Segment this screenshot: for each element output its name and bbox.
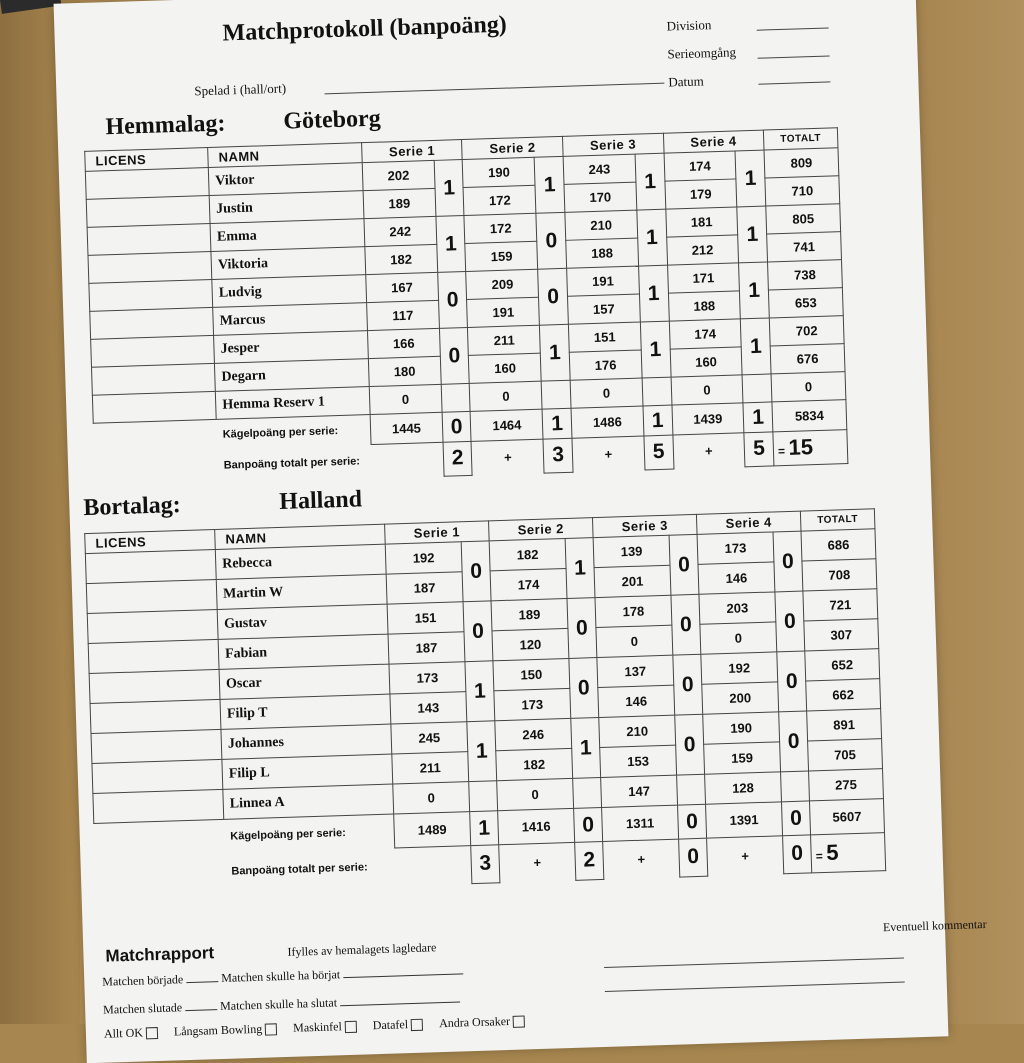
ban-series-point: 3 (471, 845, 500, 883)
plus-sign: + (704, 443, 713, 459)
series-score: 243 (563, 154, 636, 184)
series-score: 181 (665, 207, 738, 237)
licens-cell[interactable] (93, 789, 224, 823)
player-name: Hemma Reserv 1 (215, 387, 370, 420)
licens-cell[interactable] (92, 391, 216, 423)
match-started-label: Matchen började (102, 972, 184, 989)
division-field[interactable] (757, 27, 829, 30)
series-score: 171 (667, 263, 740, 293)
pair-point: 1 (565, 538, 595, 599)
blank-cell (93, 419, 217, 453)
away-team-name: Halland (278, 486, 363, 515)
licens-cell[interactable] (85, 168, 209, 200)
series-score: 167 (366, 272, 439, 302)
pair-point: 1 (640, 321, 670, 378)
empty-point-cell (441, 383, 471, 412)
issue-check-label: Andra Orsaker (438, 1013, 511, 1031)
pair-point: 1 (540, 324, 570, 381)
plus-sign: + (741, 848, 750, 864)
issue-check-item (439, 1013, 525, 1030)
player-total: 710 (765, 176, 840, 206)
player-name: Emma (210, 219, 365, 252)
kagel-grand-total: 5834 (772, 400, 847, 432)
page-title: Matchprotokoll (banpoäng) (222, 11, 508, 47)
kagel-series-point: 1 (743, 402, 773, 433)
series-score: 192 (385, 542, 462, 574)
series-score: 137 (597, 655, 674, 687)
comment-line-1[interactable] (604, 958, 904, 968)
player-name: Viktoria (211, 247, 366, 280)
player-total: 809 (764, 148, 839, 178)
match-ended-field[interactable] (185, 1009, 217, 1011)
series-score: 143 (390, 692, 467, 724)
plus-sign: + (533, 854, 542, 871)
issue-check-label: Maskinfel (292, 1019, 343, 1035)
match-should-start-label: Matchen skulle ha börjat (220, 967, 341, 986)
series-score: 242 (364, 216, 437, 246)
player-name: Martin W (216, 574, 387, 609)
licens-cell[interactable] (89, 279, 213, 311)
licens-cell[interactable] (91, 729, 222, 763)
kagel-series-total: 1391 (706, 802, 783, 838)
venue-label: Spelad i (hall/ort) (194, 80, 287, 99)
ban-grand-total: 5 (825, 839, 839, 866)
kagel-series-total: 1445 (370, 412, 443, 444)
pair-point: 0 (669, 534, 699, 595)
series-score: 212 (666, 235, 739, 265)
match-report-title: Matchrapport (105, 943, 215, 966)
pair-point: 0 (463, 601, 493, 662)
licens-cell[interactable] (88, 251, 212, 283)
issue-checkbox[interactable] (265, 1024, 277, 1036)
kagel-series-total: 1464 (471, 409, 544, 441)
licens-cell[interactable] (87, 223, 211, 255)
player-total: 721 (803, 589, 878, 621)
kagel-series-total: 1311 (602, 805, 679, 841)
pair-point: 0 (779, 711, 809, 772)
empty-point-cell (642, 377, 672, 406)
player-total: 652 (805, 649, 880, 681)
ban-series-point: 0 (679, 838, 708, 876)
player-total: 702 (769, 316, 844, 346)
home-team-name: Göteborg (282, 105, 382, 135)
series-score: 0 (497, 778, 574, 810)
licens-cell[interactable] (92, 759, 223, 793)
ban-series-point: 3 (543, 438, 573, 472)
pair-point: 1 (436, 215, 466, 272)
col-serie-4: Serie 4 (696, 511, 801, 534)
player-total: 891 (807, 709, 882, 741)
licens-cell[interactable] (92, 363, 216, 395)
series-score: 209 (466, 269, 539, 299)
pair-point: 1 (741, 318, 771, 375)
player-name: Fabian (218, 634, 389, 669)
player-total: 0 (771, 372, 846, 402)
kagel-series-point: 1 (643, 405, 673, 436)
kagel-series-total: 1489 (394, 812, 471, 848)
player-total: 738 (768, 260, 843, 290)
kagel-label: Kägelpoäng per serie: (222, 424, 339, 441)
series-score: 166 (367, 328, 440, 358)
kagel-label: Kägelpoäng per serie: (230, 826, 346, 843)
col-totalt: TOTALT (800, 509, 875, 531)
ban-grand-total-cell (773, 430, 848, 466)
series-score: 190 (463, 157, 536, 187)
series-score: 151 (387, 602, 464, 634)
series-score: 160 (670, 347, 743, 377)
pair-point: 0 (439, 327, 469, 384)
pair-point: 0 (773, 531, 803, 592)
series-score: 174 (490, 568, 567, 600)
series-score: 146 (598, 685, 675, 717)
pair-point: 0 (675, 714, 705, 775)
player-name: Oscar (219, 664, 390, 699)
series-score: 182 (365, 244, 438, 274)
ban-series-point: 2 (575, 841, 604, 879)
series-score: 174 (664, 151, 737, 181)
match-should-start-field[interactable] (343, 973, 463, 978)
series-score: 172 (464, 213, 537, 243)
licens-cell[interactable] (91, 335, 215, 367)
licens-cell[interactable] (90, 699, 221, 733)
col-serie-3: Serie 3 (562, 133, 663, 156)
col-serie-3: Serie 3 (592, 514, 697, 537)
issue-checkboxes-row (104, 1013, 542, 1042)
col-licens: LICENS (85, 148, 209, 172)
player-total: 708 (802, 559, 877, 591)
licens-cell[interactable] (86, 196, 210, 228)
match-started-row (102, 963, 463, 989)
col-totalt: TOTALT (763, 128, 838, 150)
ban-series-point: 5 (644, 435, 674, 469)
series-score: 128 (705, 772, 782, 804)
blank-cell (371, 442, 444, 478)
away-score-table (84, 508, 886, 895)
series-score: 203 (699, 592, 776, 624)
ban-label: Banpoäng totalt per serie: (223, 455, 361, 472)
pair-point: 0 (777, 651, 807, 712)
series-score: 210 (599, 715, 676, 747)
comment-label: Eventuell kommentar (882, 916, 987, 935)
match-started-field[interactable] (186, 981, 218, 983)
series-score: 120 (492, 628, 569, 660)
series-score: 173 (389, 662, 466, 694)
series-score: 117 (367, 300, 440, 330)
series-score: 201 (594, 565, 671, 597)
player-name: Filip T (220, 694, 391, 729)
plus-sign: + (503, 449, 512, 465)
series-score: 189 (363, 188, 436, 218)
issue-check-label: Allt OK (103, 1025, 144, 1041)
venue-field[interactable] (325, 83, 665, 95)
series-score: 191 (467, 297, 540, 327)
pair-point: 1 (735, 150, 765, 207)
kagel-series-total: 1439 (671, 403, 744, 435)
match-ended-row (103, 992, 460, 1018)
ban-series-point: 2 (443, 441, 473, 475)
series-score: 173 (494, 688, 571, 720)
issue-check-item (104, 1025, 158, 1041)
ban-grand-total: 15 (788, 434, 814, 461)
player-name: Linnea A (223, 784, 394, 819)
pair-point: 1 (637, 209, 667, 266)
licens-cell[interactable] (90, 307, 214, 339)
player-name: Jesper (214, 331, 369, 364)
col-namn: NAMN (215, 524, 386, 549)
series-score: 188 (566, 238, 639, 268)
match-ended-label: Matchen slutade (102, 1000, 183, 1017)
series-score: 157 (568, 294, 641, 324)
series-score: 139 (593, 535, 670, 567)
player-total: 653 (768, 288, 843, 318)
kagel-series-point: 0 (442, 411, 472, 442)
series-score: 190 (703, 712, 780, 744)
series-score: 182 (496, 748, 573, 780)
blank-cell (395, 846, 472, 886)
series-score: 173 (697, 532, 774, 564)
series-score: 246 (495, 718, 572, 750)
comment-line-2[interactable] (605, 982, 905, 992)
issue-checkbox[interactable] (411, 1019, 423, 1031)
series-score: 188 (668, 291, 741, 321)
pair-point: 0 (461, 541, 491, 602)
division-label: Division (666, 17, 712, 34)
series-score: 187 (388, 632, 465, 664)
pair-point: 0 (536, 212, 566, 269)
round-label: Serieomgång (667, 44, 737, 62)
series-score: 170 (564, 182, 637, 212)
series-score: 159 (704, 742, 781, 774)
blank-cell (94, 449, 218, 486)
series-score: 151 (568, 322, 641, 352)
series-score: 178 (595, 595, 672, 627)
licens-cell[interactable] (86, 579, 217, 613)
series-score: 153 (600, 745, 677, 777)
pair-point: 1 (434, 160, 464, 217)
player-name: Justin (209, 191, 364, 224)
plus-sign: + (604, 446, 613, 462)
issue-checkbox[interactable] (345, 1021, 357, 1033)
player-name: Gustav (217, 604, 388, 639)
pair-point: 0 (569, 658, 599, 719)
match-should-end-field[interactable] (340, 1002, 460, 1007)
equals-sign: = (815, 849, 823, 864)
series-score: 174 (669, 319, 742, 349)
player-name: Marcus (213, 303, 368, 336)
licens-cell[interactable] (88, 639, 219, 673)
series-score: 0 (393, 782, 470, 814)
kagel-series-point: 1 (542, 408, 572, 439)
date-label: Datum (668, 73, 704, 90)
equals-sign: = (777, 444, 786, 459)
player-total: 275 (809, 769, 884, 801)
series-score: 0 (369, 384, 442, 414)
player-name: Johannes (221, 724, 392, 759)
score-sheet-paper (54, 0, 987, 1063)
pair-point: 1 (534, 156, 564, 213)
series-score: 147 (601, 775, 678, 807)
col-licens: LICENS (85, 529, 216, 553)
col-namn: NAMN (208, 143, 362, 168)
player-total: 741 (767, 232, 842, 262)
player-total: 805 (766, 204, 841, 234)
series-score: 0 (671, 375, 744, 405)
player-name: Ludvig (212, 275, 367, 308)
series-score: 0 (700, 622, 777, 654)
kagel-series-point: 0 (781, 801, 810, 836)
pair-point: 1 (571, 718, 601, 779)
pair-point: 0 (673, 654, 703, 715)
ban-label: Banpoäng totalt per serie: (231, 861, 368, 878)
series-score: 211 (392, 752, 469, 784)
series-score: 245 (391, 722, 468, 754)
col-serie-1: Serie 1 (362, 140, 463, 163)
series-score: 160 (469, 353, 542, 383)
series-score: 159 (465, 241, 538, 271)
series-score: 179 (664, 179, 737, 209)
player-total: 307 (804, 619, 879, 651)
plus-sign: + (637, 851, 646, 867)
series-score: 210 (565, 210, 638, 240)
player-name: Rebecca (215, 544, 386, 579)
ban-series-point: 5 (744, 432, 774, 466)
issue-check-label: Långsam Bowling (173, 1021, 263, 1039)
issue-check-label: Datafel (372, 1017, 409, 1033)
kagel-series-total: 1416 (498, 808, 575, 844)
blank-cell (95, 853, 226, 895)
series-score: 150 (493, 658, 570, 690)
kagel-series-total: 1486 (571, 406, 644, 438)
issue-checkbox[interactable] (513, 1016, 525, 1028)
match-report-subtitle: Ifylles av hemalagets lagledare (287, 940, 437, 959)
series-score: 211 (468, 325, 541, 355)
pair-point: 1 (465, 661, 495, 722)
pair-point: 1 (638, 265, 668, 322)
home-team-label: Hemmalag: (105, 110, 226, 141)
empty-point-cell (742, 374, 772, 403)
pair-point: 0 (567, 598, 597, 659)
match-should-end-label: Matchen skulle ha slutat (219, 995, 338, 1014)
series-score: 182 (489, 538, 566, 570)
pair-point: 0 (538, 268, 568, 325)
player-name: Viktor (208, 163, 363, 196)
pair-point: 1 (739, 262, 769, 319)
player-name: Degarn (215, 359, 370, 392)
date-field[interactable] (758, 81, 830, 84)
kagel-series-point: 1 (470, 811, 499, 846)
licens-cell[interactable] (85, 549, 216, 583)
series-score: 192 (701, 652, 778, 684)
away-team-label: Bortalag: (83, 492, 182, 522)
pair-point: 1 (467, 721, 497, 782)
pair-point: 1 (737, 206, 767, 263)
series-score: 189 (491, 598, 568, 630)
player-total: 662 (806, 679, 881, 711)
home-score-table (84, 127, 848, 487)
empty-point-cell (469, 781, 498, 812)
kagel-series-point: 0 (574, 807, 603, 842)
empty-point-cell (677, 774, 706, 805)
round-field[interactable] (758, 55, 830, 58)
col-serie-2: Serie 2 (489, 518, 594, 541)
issue-check-item (373, 1017, 424, 1033)
series-score: 202 (362, 160, 435, 190)
empty-point-cell (573, 777, 602, 808)
player-total: 686 (801, 529, 876, 561)
player-total: 676 (770, 344, 845, 374)
blank-cell (94, 819, 225, 857)
series-score: 180 (368, 356, 441, 386)
pair-point: 1 (635, 153, 665, 210)
licens-cell[interactable] (89, 669, 220, 703)
pair-point: 0 (437, 271, 467, 328)
series-score: 191 (567, 266, 640, 296)
empty-point-cell (541, 380, 571, 409)
ban-series-point: 0 (783, 835, 812, 873)
player-name: Filip L (222, 754, 393, 789)
issue-check-item (293, 1019, 357, 1035)
empty-point-cell (781, 771, 810, 802)
series-score: 172 (464, 185, 537, 215)
licens-cell[interactable] (87, 609, 218, 643)
ban-grand-total-cell (811, 833, 886, 873)
series-score: 200 (702, 682, 779, 714)
kagel-grand-total: 5607 (809, 799, 884, 835)
player-total: 705 (808, 739, 883, 771)
col-serie-1: Serie 1 (385, 521, 490, 544)
series-score: 0 (470, 381, 543, 411)
kagel-series-point: 0 (678, 804, 707, 839)
series-score: 0 (596, 625, 673, 657)
pair-point: 0 (775, 591, 805, 652)
series-score: 176 (569, 350, 642, 380)
series-score: 187 (386, 572, 463, 604)
series-score: 0 (570, 378, 643, 408)
col-serie-2: Serie 2 (462, 136, 563, 159)
pair-point: 0 (671, 594, 701, 655)
series-score: 146 (698, 562, 775, 594)
issue-checkbox[interactable] (146, 1027, 158, 1039)
col-serie-4: Serie 4 (663, 130, 764, 153)
